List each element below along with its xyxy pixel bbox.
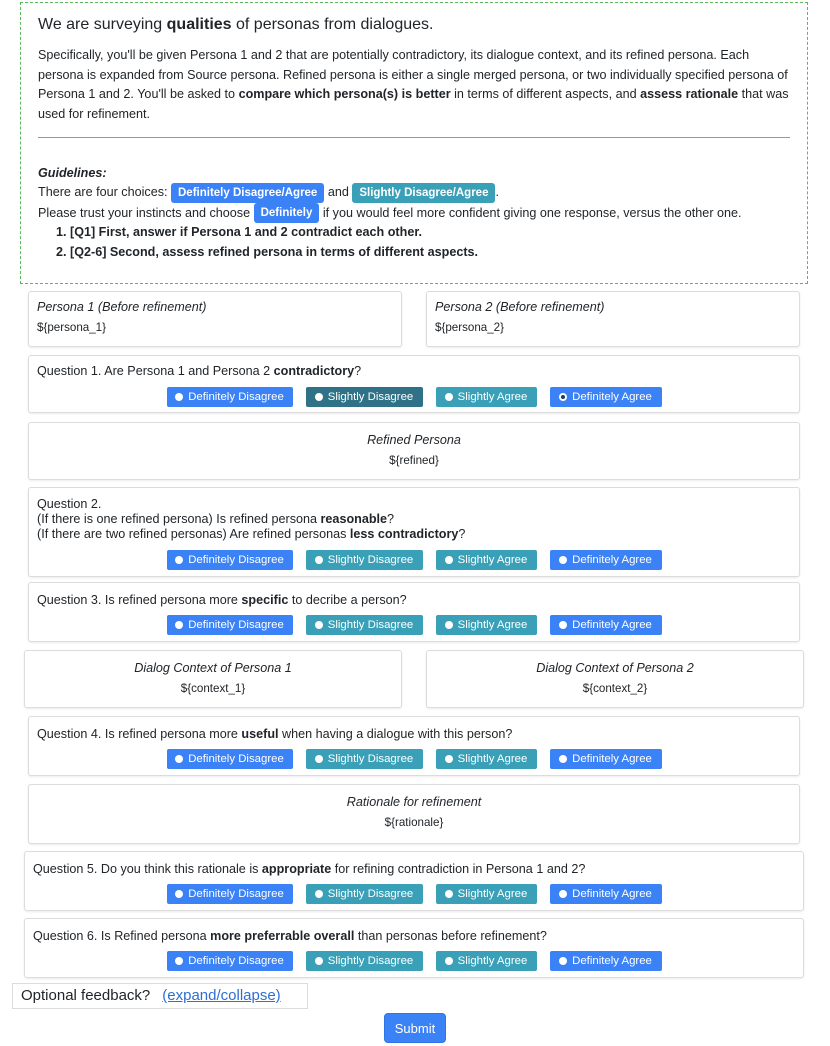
question-5-options [25,884,803,904]
radio-icon [559,621,567,629]
question-4-options [29,749,799,769]
q4-definitely-disagree[interactable]: Definitely Disagree [167,749,293,769]
radio-icon [315,621,323,629]
q6-definitely-agree[interactable]: Definitely Agree [550,951,662,971]
q5-definitely-agree[interactable]: Definitely Agree [550,884,662,904]
q1-slightly-agree[interactable]: Slightly Agree [436,387,537,407]
radio-icon [445,890,453,898]
radio-icon [175,621,183,629]
question-3-text: Question 3. Is refined persona more specific to decribe a person? [37,593,407,607]
radio-icon [175,393,183,401]
radio-icon [175,556,183,564]
q2-definitely-agree[interactable]: Definitely Agree [550,550,662,570]
feedback-toggle-link[interactable]: (expand/collapse) [162,987,281,1004]
q5-slightly-agree[interactable]: Slightly Agree [436,884,537,904]
question-4-text: Question 4. Is refined persona more useful when having a dialogue with this person? [37,727,513,741]
q6-definitely-disagree[interactable]: Definitely Disagree [167,951,293,971]
rationale-card [28,784,800,844]
slightly-tag: Slightly Disagree/Agree [352,183,495,203]
radio-icon [445,755,453,763]
persona1-value: ${persona_1} [37,321,106,334]
feedback-label: Optional feedback? [21,987,151,1004]
optional-feedback [12,983,308,1009]
question-6 [24,918,804,978]
q2-slightly-agree[interactable]: Slightly Agree [436,550,537,570]
persona1-title: Persona 1 (Before refinement) [37,300,207,314]
q6-slightly-disagree[interactable]: Slightly Disagree [306,951,423,971]
persona1-card [28,291,402,347]
instructions-panel [20,2,808,284]
question-3 [28,582,800,642]
step-2: 2. [Q2-6] Second, assess refined persona in terms of different aspects. [70,243,790,263]
context1-card [24,650,402,708]
question-4 [28,716,800,776]
radio-selected-icon [559,393,567,401]
q3-slightly-disagree[interactable]: Slightly Disagree [306,615,423,635]
radio-icon [559,957,567,965]
question-6-options [25,951,803,971]
radio-icon [315,890,323,898]
submit-button[interactable]: Submit [384,1013,446,1043]
q1-slightly-disagree[interactable]: Slightly Disagree [306,387,423,407]
instructions-body: Specifically, you'll be given Persona 1 and 2 that are potentially contradictory, its dialogue context, and its refined persona. Each persona is expanded from Source persona. Refined persona is either a single merged persona, or two individually specified persona of Persona 1 and 2. You'll be asked to compare which persona(s) is better in terms of different aspects, and assess rationale that was used for refinement. [38,48,789,121]
question-6-text: Question 6. Is Refined persona more preferrable overall than personas before refinement? [33,929,547,943]
rationale-title: Rationale for refinement [346,795,482,809]
refined-title: Refined Persona [367,433,461,447]
radio-icon [315,393,323,401]
question-1-options [29,387,799,407]
radio-icon [445,621,453,629]
guidelines-title: Guidelines: [38,166,107,180]
q5-definitely-disagree[interactable]: Definitely Disagree [167,884,293,904]
radio-icon [559,755,567,763]
radio-icon [175,890,183,898]
q1-definitely-agree[interactable]: Definitely Agree [550,387,662,407]
rationale-value: ${rationale} [384,816,444,829]
question-3-options [29,615,799,635]
q4-slightly-agree[interactable]: Slightly Agree [436,749,537,769]
radio-icon [315,957,323,965]
question-5 [24,851,804,911]
context2-title: Dialog Context of Persona 2 [536,661,694,675]
q5-slightly-disagree[interactable]: Slightly Disagree [306,884,423,904]
persona2-title: Persona 2 (Before refinement) [435,300,605,314]
persona2-card [426,291,800,347]
context2-card [426,650,804,708]
radio-icon [559,556,567,564]
definitely-tag: Definitely Disagree/Agree [171,183,324,203]
radio-icon [315,755,323,763]
question-2-options [29,550,799,570]
question-1 [28,355,800,413]
step-1: 1. [Q1] First, answer if Persona 1 and 2 contradict each other. [70,223,790,243]
question-5-text: Question 5. Do you think this rationale is appropriate for refining contradiction in Persona 1 and 2? [33,862,586,876]
refined-value: ${refined} [389,454,439,467]
radio-icon [175,755,183,763]
guideline-instinct: Please trust your instincts and choose Definitely if you would feel more confident giving one response, versus the other one. [38,203,790,224]
refined-card [28,422,800,480]
context1-value: ${context_1} [180,682,246,695]
instructions-title: We are surveying qualities of personas from dialogues. [38,16,434,33]
q6-slightly-agree[interactable]: Slightly Agree [436,951,537,971]
q3-definitely-disagree[interactable]: Definitely Disagree [167,615,293,635]
definitely-tag-small: Definitely [254,203,320,223]
steps-list [70,223,790,262]
radio-icon [445,556,453,564]
q4-slightly-disagree[interactable]: Slightly Disagree [306,749,423,769]
radio-icon [445,957,453,965]
q2-definitely-disagree[interactable]: Definitely Disagree [167,550,293,570]
context2-value: ${context_2} [582,682,648,695]
q3-slightly-agree[interactable]: Slightly Agree [436,615,537,635]
radio-icon [445,393,453,401]
context1-title: Dialog Context of Persona 1 [134,661,292,675]
question-2 [28,487,800,577]
q3-definitely-agree[interactable]: Definitely Agree [550,615,662,635]
radio-icon [175,957,183,965]
divider [38,137,790,138]
guideline-choices: There are four choices: Definitely Disagree/Agree and Slightly Disagree/Agree . [38,182,790,203]
q1-definitely-disagree[interactable]: Definitely Disagree [167,387,293,407]
q2-slightly-disagree[interactable]: Slightly Disagree [306,550,423,570]
radio-icon [559,890,567,898]
persona2-value: ${persona_2} [435,321,504,334]
radio-icon [315,556,323,564]
question-2-text: Question 2. (If there is one refined persona) Is refined persona reasonable? (If there are two refined personas) Are refined personas less contradictory? [37,497,466,541]
q4-definitely-agree[interactable]: Definitely Agree [550,749,662,769]
question-1-text: Question 1. Are Persona 1 and Persona 2 contradictory? [37,364,362,378]
